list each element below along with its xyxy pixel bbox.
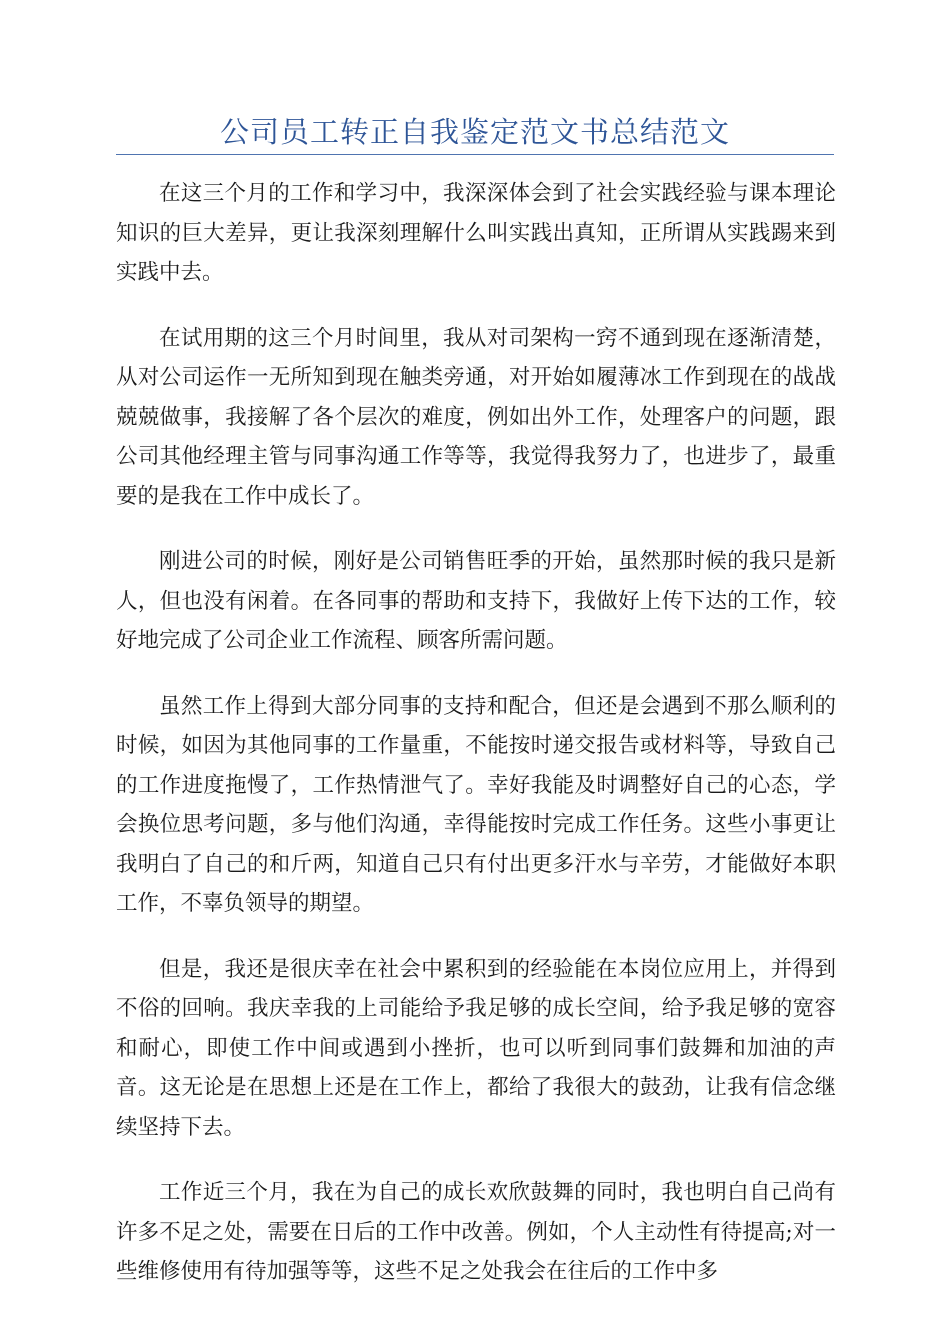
document-body	[116, 174, 836, 1318]
paragraph-5: 但是，我还是很庆幸在社会中累积到的经验能在本岗位应用上，并得到不俗的回响。我庆幸我的上司能给予我足够的成长空间，给予我足够的宽容和耐心，即使工作中间或遇到小挫折，也可以听到同事们鼓舞和加油的声音。这无论是在思想上还是在工作上，都给了我很大的鼓劲，让我有信念继续坚持下去。	[116, 956, 836, 1140]
title-underline	[116, 154, 834, 155]
paragraph-1: 在这三个月的工作和学习中，我深深体会到了社会实践经验与课本理论知识的巨大差异，更让我深刻理解什么叫实践出真知，正所谓从实践踢来到实践中去。	[116, 181, 836, 285]
paragraph-6: 工作近三个月，我在为自己的成长欢欣鼓舞的同时，我也明白自己尚有许多不足之处，需要在日后的工作中改善。例如，个人主动性有待提高;对一些维修使用有待加强等等，这些不足之处我会在往后的工作中多	[116, 1180, 836, 1284]
paragraph-3: 刚进公司的时候，刚好是公司销售旺季的开始，虽然那时候的我只是新人，但也没有闲着。在各同事的帮助和支持下，我做好上传下达的工作，较好地完成了公司企业工作流程、顾客所需问题。	[116, 549, 836, 653]
paragraph-4: 虽然工作上得到大部分同事的支持和配合，但还是会遇到不那么顺利的时候，如因为其他同事的工作量重，不能按时递交报告或材料等，导致自己的工作进度拖慢了，工作热情泄气了。幸好我能及时调整好自己的心态，学会换位思考问题，多与他们沟通，幸得能按时完成工作任务。这些小事更让我明白了自己的和斤两，知道自己只有付出更多汗水与辛劳，才能做好本职工作，不辜负领导的期望。	[116, 693, 836, 916]
paragraph-2: 在试用期的这三个月时间里，我从对司架构一窍不通到现在逐渐清楚，从对公司运作一无所知到现在触类旁通，对开始如履薄冰工作到现在的战战兢兢做事，我接解了各个层次的难度，例如出外工作，处理客户的问题，跟公司其他经理主管与同事沟通工作等等，我觉得我努力了，也进步了，最重要的是我在工作中成长了。	[116, 325, 836, 509]
document-title: 公司员工转正自我鉴定范文书总结范文	[219, 115, 730, 149]
